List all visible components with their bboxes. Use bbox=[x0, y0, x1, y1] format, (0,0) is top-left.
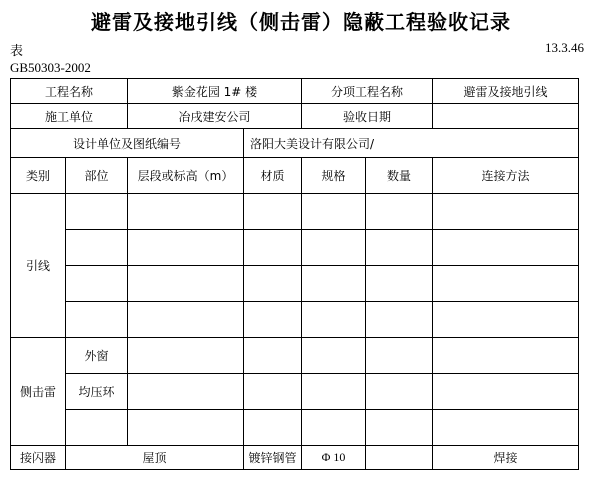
column-header: 材质 bbox=[244, 158, 302, 194]
form-number: 表 bbox=[10, 43, 24, 58]
standard-number: GB50303-2002 bbox=[10, 60, 91, 75]
data-cell bbox=[433, 266, 579, 302]
data-cell bbox=[433, 338, 579, 374]
data-cell bbox=[128, 338, 244, 374]
material-cell: 镀锌钢管 bbox=[244, 446, 302, 470]
data-cell bbox=[244, 194, 302, 230]
data-cell bbox=[302, 338, 366, 374]
data-cell bbox=[366, 266, 433, 302]
data-cell bbox=[302, 266, 366, 302]
data-cell bbox=[128, 302, 244, 338]
contractor-value: 冶戌建安公司 bbox=[128, 104, 302, 129]
table-row bbox=[11, 338, 579, 374]
data-cell bbox=[244, 374, 302, 410]
form-code: 13.3.46 bbox=[545, 40, 584, 55]
column-header: 规格 bbox=[302, 158, 366, 194]
part-cell bbox=[66, 230, 128, 266]
data-cell bbox=[366, 302, 433, 338]
design-label: 设计单位及图纸编号 bbox=[11, 129, 244, 158]
info-row-1 bbox=[11, 79, 579, 104]
category-cell: 侧击雷 bbox=[11, 338, 66, 446]
data-cell bbox=[302, 302, 366, 338]
table-row bbox=[11, 410, 579, 446]
table-row bbox=[11, 374, 579, 410]
data-cell bbox=[244, 338, 302, 374]
part-cell bbox=[66, 410, 128, 446]
location-cell: 屋顶 bbox=[66, 446, 244, 470]
data-cell bbox=[433, 194, 579, 230]
column-header: 连接方法 bbox=[433, 158, 579, 194]
column-header: 层段或标高（m） bbox=[128, 158, 244, 194]
data-cell bbox=[128, 410, 244, 446]
part-cell bbox=[66, 266, 128, 302]
data-cell bbox=[302, 374, 366, 410]
data-cell bbox=[433, 230, 579, 266]
connection-cell: 焊接 bbox=[433, 446, 579, 470]
design-value: 洛阳大美设计有限公司/ bbox=[244, 129, 579, 158]
acceptance-date-label: 验收日期 bbox=[302, 104, 433, 129]
data-cell bbox=[244, 266, 302, 302]
acceptance-record-table bbox=[10, 78, 579, 470]
table-row bbox=[11, 302, 579, 338]
category-cell: 引线 bbox=[11, 194, 66, 338]
data-cell bbox=[302, 230, 366, 266]
data-cell bbox=[302, 194, 366, 230]
data-cell bbox=[433, 410, 579, 446]
table-row bbox=[11, 194, 579, 230]
document-title: 避雷及接地引线（侧击雷）隐蔽工程验收记录 bbox=[91, 10, 511, 34]
spec-cell: Φ 10 bbox=[302, 446, 366, 470]
data-cell bbox=[366, 194, 433, 230]
table-row bbox=[11, 266, 579, 302]
data-cell bbox=[433, 374, 579, 410]
data-cell bbox=[128, 194, 244, 230]
table-row bbox=[11, 446, 579, 470]
acceptance-date-value bbox=[433, 104, 579, 129]
data-cell bbox=[244, 230, 302, 266]
data-cell bbox=[433, 302, 579, 338]
column-header: 部位 bbox=[66, 158, 128, 194]
sub-project-label: 分项工程名称 bbox=[302, 79, 433, 104]
data-cell bbox=[128, 374, 244, 410]
table-row bbox=[11, 230, 579, 266]
info-row-2 bbox=[11, 104, 579, 129]
category-cell: 接闪器 bbox=[11, 446, 66, 470]
part-cell: 均压环 bbox=[66, 374, 128, 410]
column-header: 类别 bbox=[11, 158, 66, 194]
info-row-3 bbox=[11, 129, 579, 158]
data-cell bbox=[302, 410, 366, 446]
project-name-value: 紫金花园 1# 楼 bbox=[128, 79, 302, 104]
data-cell bbox=[128, 266, 244, 302]
data-cell bbox=[128, 230, 244, 266]
data-cell bbox=[244, 410, 302, 446]
project-name-label: 工程名称 bbox=[11, 79, 128, 104]
data-cell bbox=[366, 374, 433, 410]
contractor-label: 施工单位 bbox=[11, 104, 128, 129]
sub-project-value: 避雷及接地引线 bbox=[433, 79, 579, 104]
data-cell bbox=[244, 302, 302, 338]
data-cell bbox=[366, 230, 433, 266]
part-cell: 外窗 bbox=[66, 338, 128, 374]
data-cell bbox=[366, 338, 433, 374]
quantity-cell bbox=[366, 446, 433, 470]
part-cell bbox=[66, 194, 128, 230]
data-cell bbox=[366, 410, 433, 446]
column-header-row bbox=[11, 158, 579, 194]
part-cell bbox=[66, 302, 128, 338]
column-header: 数量 bbox=[366, 158, 433, 194]
